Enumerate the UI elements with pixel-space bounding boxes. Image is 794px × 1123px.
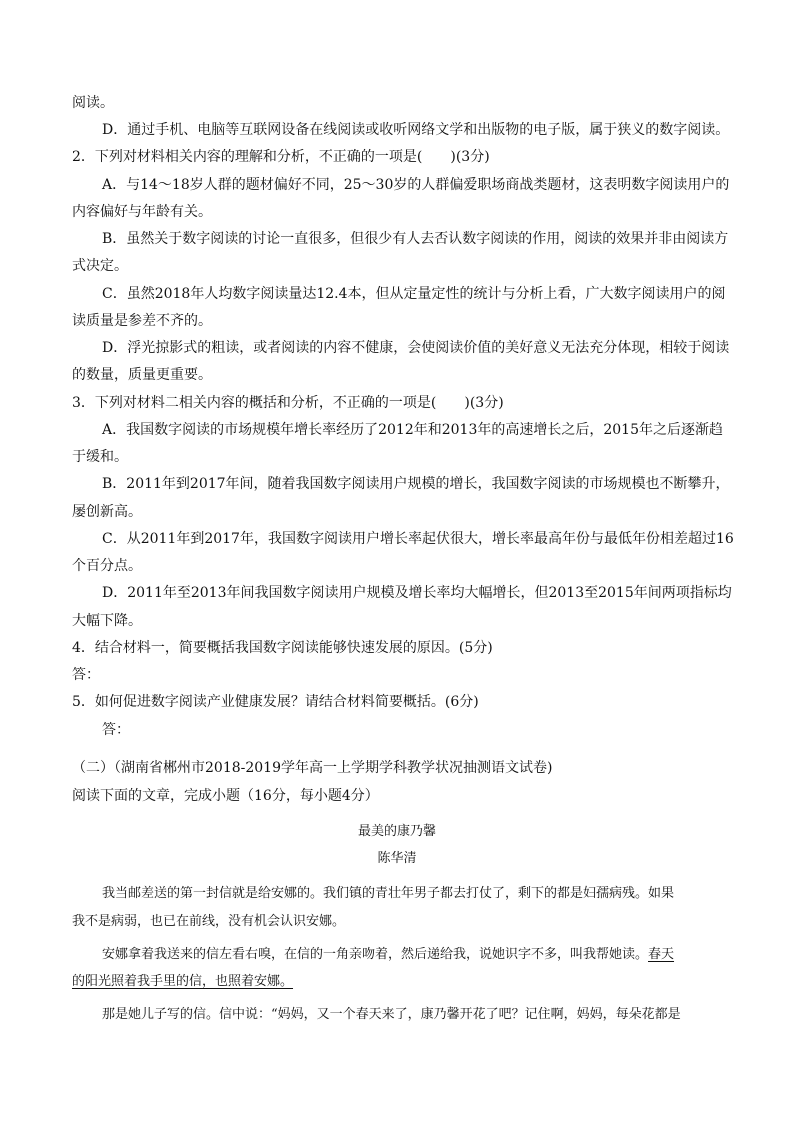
option-b: B．虽然关于数字阅读的讨论一直很多，但很少有人去否认数字阅读的作用，阅读的效果并非由阅读方 bbox=[102, 231, 729, 247]
option-d: D．浮光掠影式的粗读，或者阅读的内容不健康，会使阅读价值的美好意义无法充分体现，相较于阅读 bbox=[102, 340, 730, 356]
article-author: 陈华清 bbox=[377, 851, 417, 866]
option-b: B．2011年到2017年间，随着我国数字阅读用户规模的增长，我国数字阅读的市场规模也不断攀升， bbox=[102, 476, 730, 492]
text-line: 式决定。 bbox=[72, 258, 128, 274]
article-title: 最美的康乃馨 bbox=[357, 824, 436, 839]
section-heading: （二）（湖南省郴州市2018-2019学年高一上学期学科教学状况抽测语文试卷) bbox=[72, 760, 553, 776]
text-line: 于缓和。 bbox=[72, 449, 128, 465]
article-paragraph: 那是她儿子写的信。信中说：“妈妈，又一个春天来了，康乃馨开花了吧？记住啊，妈妈，每朵花都是 bbox=[102, 1007, 681, 1022]
text-line: 的数量，质量更重要。 bbox=[72, 367, 212, 383]
text-line: 内容偏好与年龄有关。 bbox=[72, 204, 212, 220]
paragraph-text: 安娜拿着我送来的信左看右嗅，在信的一角亲吻着，然后递给我，说她识字不多，叫我帮她读。 bbox=[102, 947, 649, 962]
question-3: 3．下列对材料二相关内容的概括和分析，不正确的一项是( )(3分) bbox=[72, 395, 504, 411]
answer-label: 答： bbox=[102, 722, 130, 738]
question-2: 2．下列对材料相关内容的理解和分析，不正确的一项是( )(3分) bbox=[72, 149, 490, 165]
text-line: 大幅下降。 bbox=[72, 613, 142, 629]
text-line: 个百分点。 bbox=[72, 558, 142, 574]
article-paragraph: 我不是病弱，也已在前线，没有机会认识安娜。 bbox=[72, 914, 346, 929]
option-d: D．2011年至2013年间我国数字阅读用户规模及增长率均大幅增长，但2013至2015年间两项指标均 bbox=[102, 585, 732, 601]
reading-instruction: 阅读下面的文章，完成小题（16分，每小题4分） bbox=[72, 788, 379, 804]
option-d: D．通过手机、电脑等互联网设备在线阅读或收听网络文学和出版物的电子版，属于狭义的数字阅读。 bbox=[102, 122, 730, 138]
answer-label: 答： bbox=[72, 667, 100, 683]
article-paragraph bbox=[102, 945, 674, 965]
option-c: C．虽然2018年人均数字阅读量达12.4本，但从定量定性的统计与分析上看，广大数字阅读用户的阅 bbox=[102, 286, 726, 302]
text-line: 屡创新高。 bbox=[72, 504, 142, 520]
text-line: 读质量是参差不齐的。 bbox=[72, 313, 212, 329]
option-a: A．我国数字阅读的市场规模年增长率经历了2012年和2013年的高速增长之后，2015年之后逐渐趋 bbox=[102, 422, 723, 438]
text-line: 阅读。 bbox=[72, 95, 114, 111]
article-paragraph: 我当邮差送的第一封信就是给安娜的。我们镇的青壮年男子都去打仗了，剩下的都是妇孺病残。如果 bbox=[102, 886, 675, 901]
underlined-text: 春天 bbox=[648, 947, 675, 962]
option-a: A．与14～18岁人群的题材偏好不同，25～30岁的人群偏爱职场商战类题材，这表明数字阅读用户的 bbox=[102, 177, 730, 193]
question-5: 5．如何促进数字阅读产业健康发展？请结合材料简要概括。(6分) bbox=[72, 694, 479, 710]
option-c: C．从2011年到2017年，我国数字阅读用户增长率起伏很大，增长率最高年份与最低年份相差超过16 bbox=[102, 531, 734, 547]
underlined-text: 的阳光照着我手里的信，也照着安娜。 bbox=[72, 974, 294, 989]
question-4: 4．结合材料一，简要概括我国数字阅读能够快速发展的原因。(5分) bbox=[72, 640, 493, 656]
